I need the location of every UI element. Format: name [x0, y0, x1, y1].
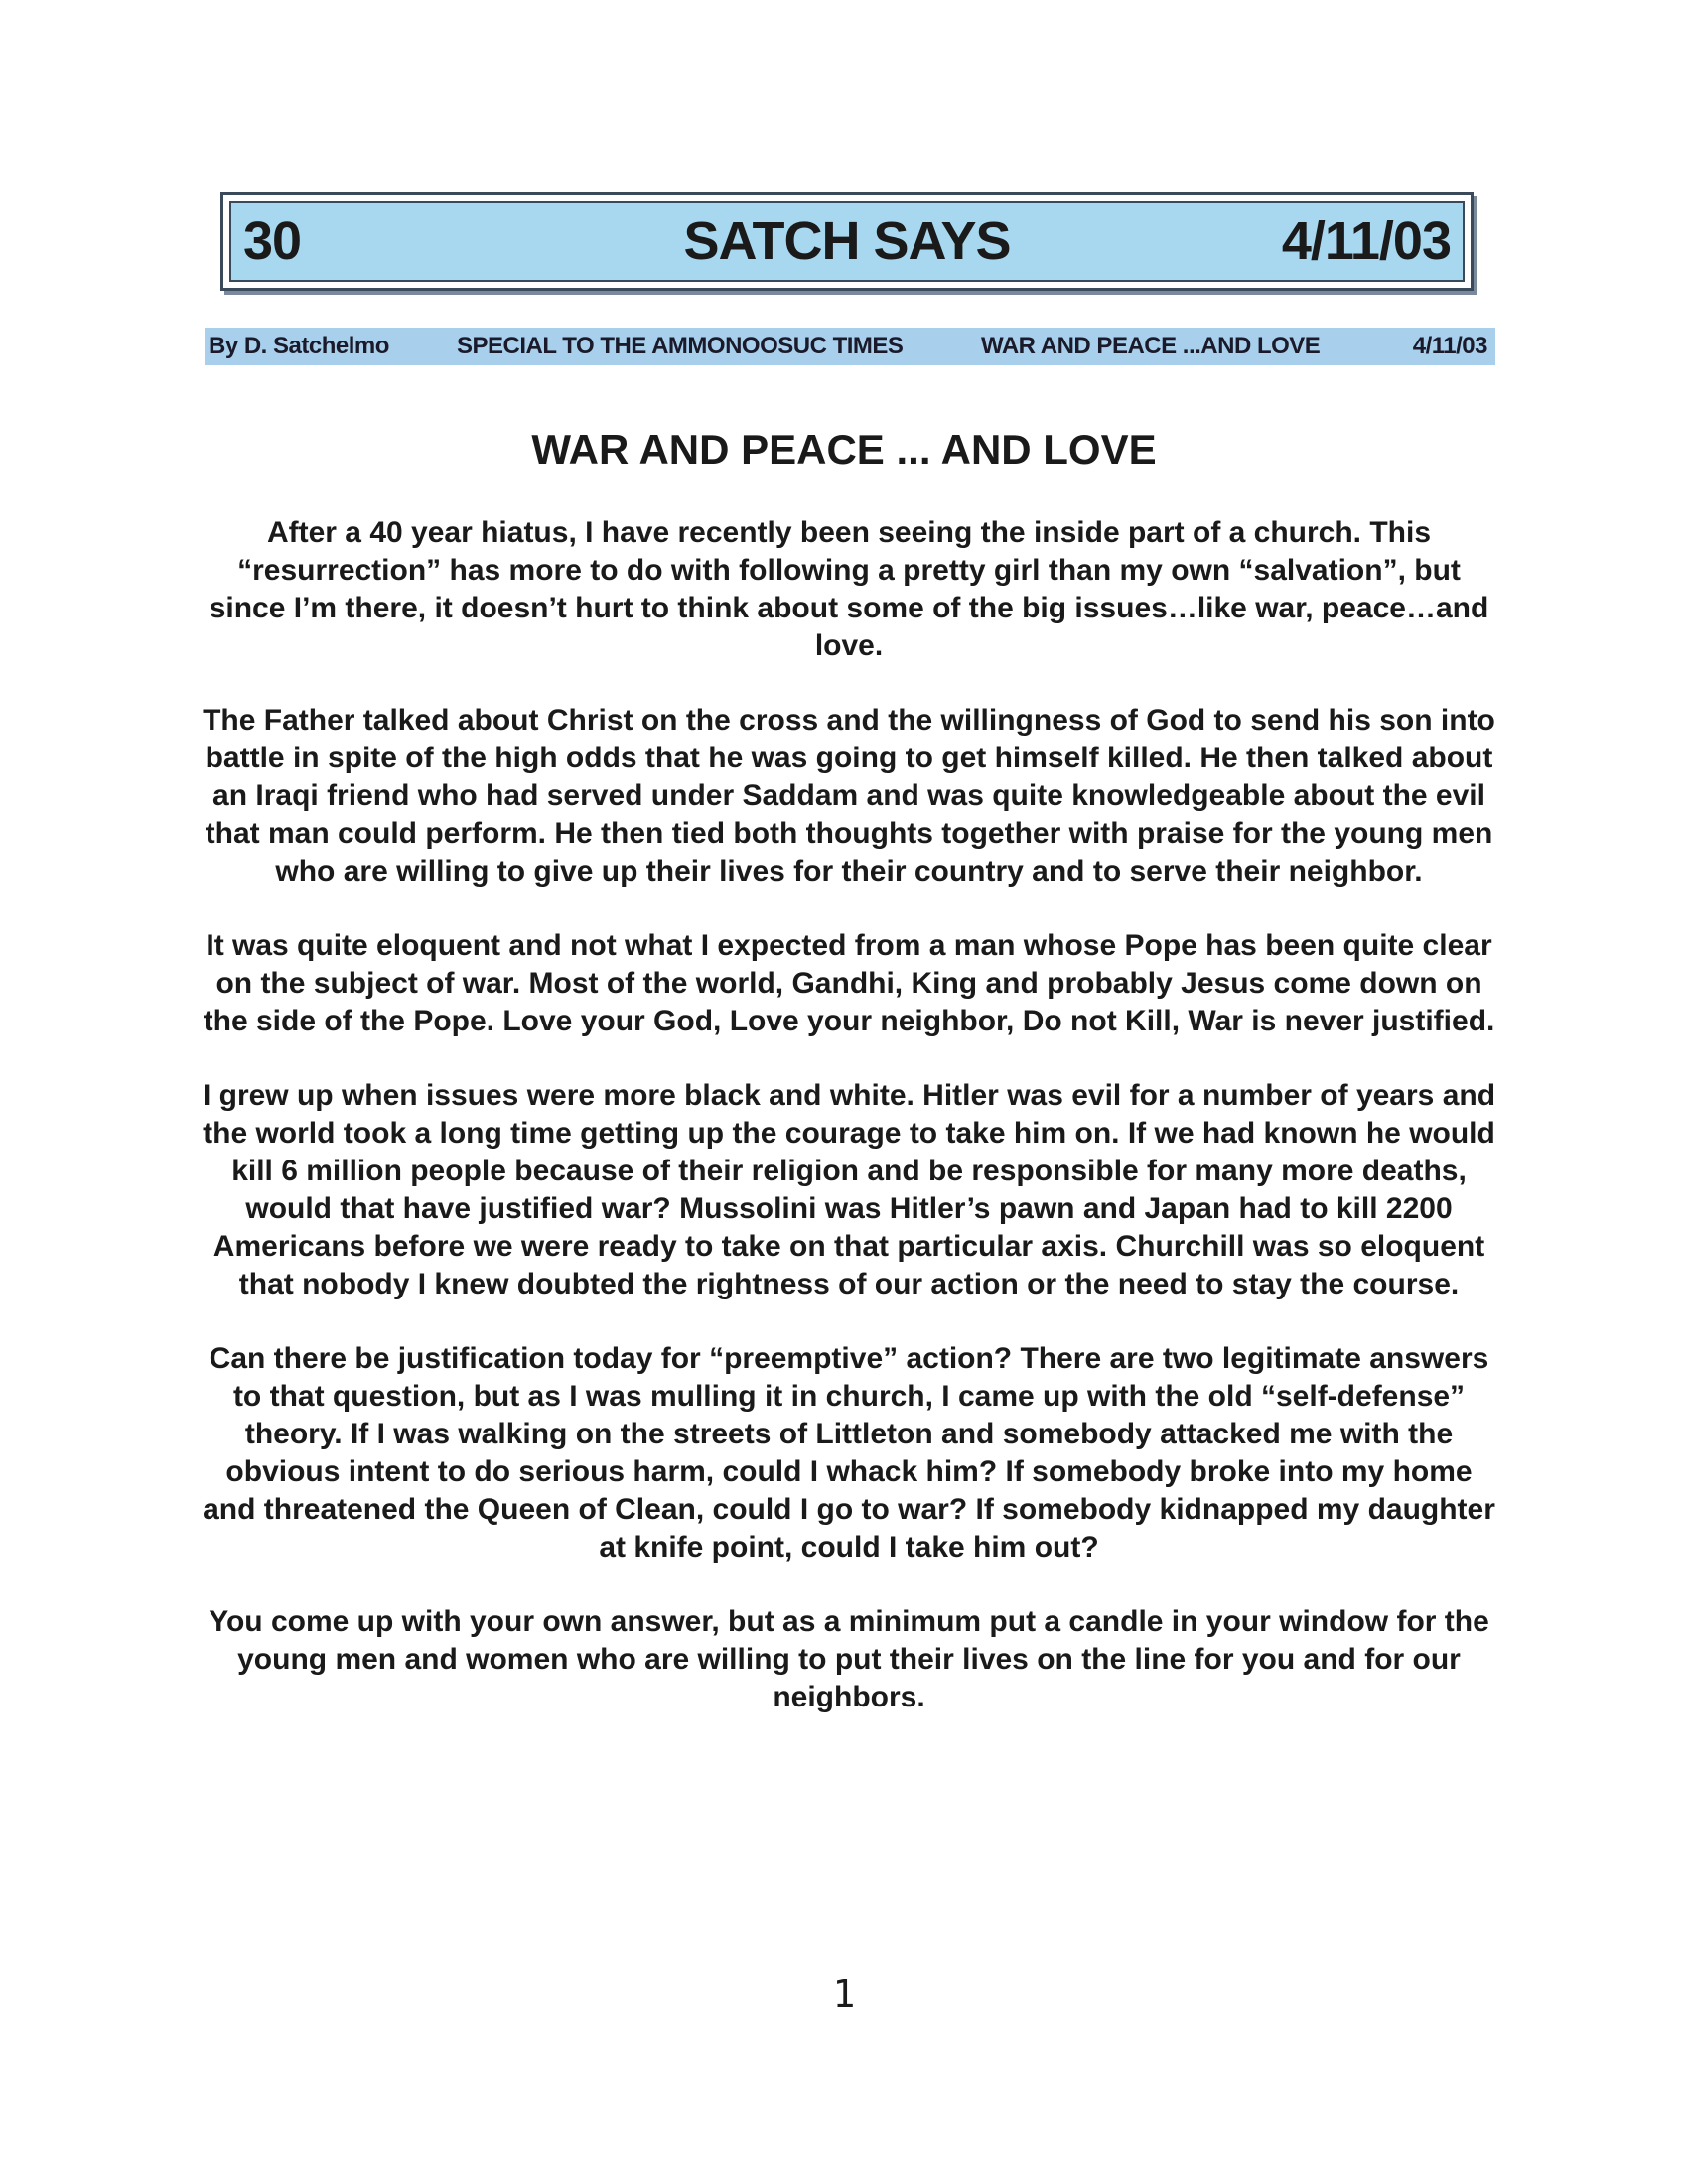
masthead-box — [220, 192, 1474, 291]
masthead-banner — [229, 201, 1465, 282]
byline-topic: WAR AND PEACE ...AND LOVE — [981, 333, 1321, 359]
byline-date: 4/11/03 — [1412, 333, 1487, 359]
article-paragraph: It was quite eloquent and not what I expected from a man whose Pope has been quite clear on the subject of war. Most of the world, Gandhi, King and probably Jesus come down on the side of the Pope. Love your God, Love your neighbor, Do not Kill, War is never justified. — [203, 929, 1495, 1037]
column-title: SATCH SAYS — [683, 211, 1011, 271]
article-body — [199, 514, 1499, 1753]
byline-author: By D. Satchelmo — [209, 333, 389, 359]
article-paragraph: The Father talked about Christ on the cross and the willingness of God to send his son into battle in spite of the high odds that he was going to get himself killed. He then talked about an Iraqi friend who had served under Saddam and was quite knowledgeable about the evil that man could perform. He then tied both thoughts together with praise for the young men who are willing to give up their lives for their country and to serve their neighbor. — [203, 704, 1495, 887]
byline-publication: SPECIAL TO THE AMMONOOSUC TIMES — [457, 333, 904, 359]
article-title: WAR AND PEACE ... AND LOVE — [531, 426, 1157, 473]
page-number: 1 — [832, 1973, 856, 2016]
byline-bar — [205, 328, 1495, 365]
article-paragraph: After a 40 year hiatus, I have recently been seeing the inside part of a church. This “resurrection” has more to do with following a pretty girl than my own “salvation”, but since I’m there, it doesn’t hurt to think about some of the big issues…like war, peace…and love. — [209, 516, 1489, 662]
article-paragraph: I grew up when issues were more black and white. Hitler was evil for a number of years and the world took a long time getting up the courage to take him on. If we had known he would kill 6 million people because of their religion and be responsible for many more deaths, would that have justified war? Mussolini was Hitler’s pawn and Japan had to kill 2200 Americans before we were ready to take on that particular axis. Churchill was so eloquent that nobody I knew doubted the rightness of our action or the need to stay the course. — [202, 1079, 1496, 1300]
masthead-date: 4/11/03 — [1281, 211, 1451, 271]
article-paragraph: Can there be justification today for “preemptive” action? There are two legitimate answers to that question, but as I was mulling it in church, I came up with the old “self-defense” theory. If I was walking on the streets of Littleton and somebody attacked me with the obvious intent to do serious harm, could I whack him? If somebody broke into my home and threatened the Queen of Clean, could I go to war? If somebody kidnapped my daughter at knife point, could I take him out? — [203, 1342, 1495, 1564]
issue-number: 30 — [243, 211, 302, 271]
article-paragraph: You come up with your own answer, but as a minimum put a candle in your window for the young men and women who are willing to put their lives on the line for you and for our neighbors. — [209, 1605, 1489, 1713]
